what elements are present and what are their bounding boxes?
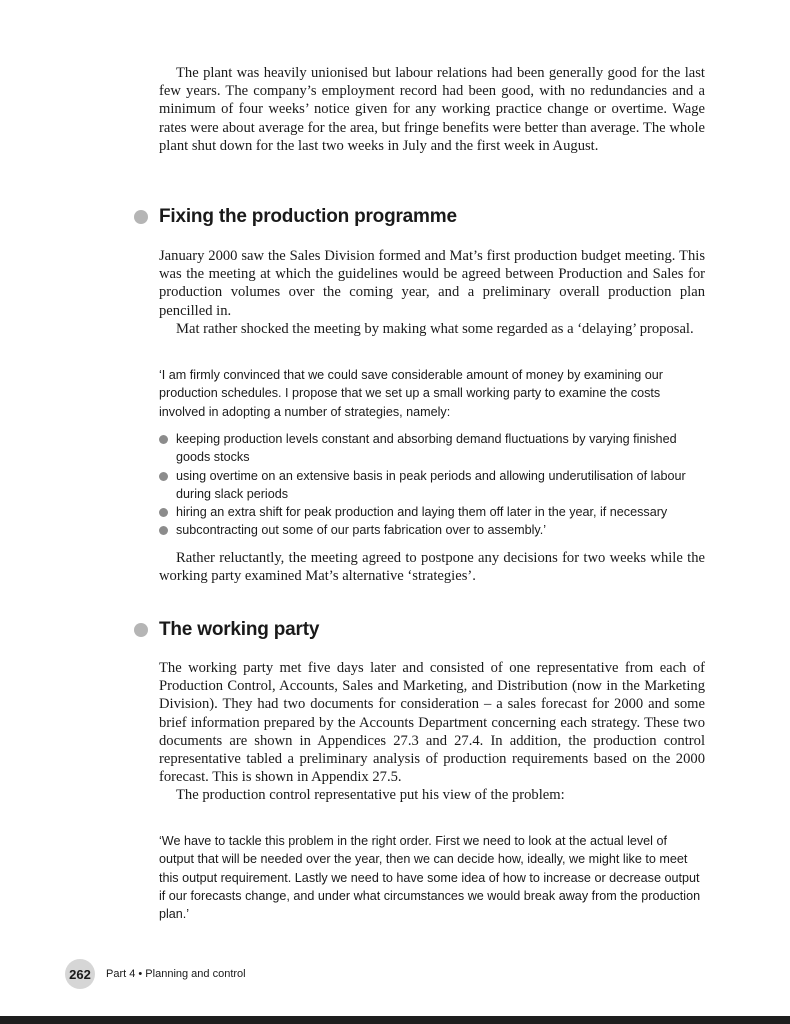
quote-text: ‘We have to tackle this problem in the right order. First we need to look at the actual level of output that will be needed over the year, then we can decide how, ideally, we might like to meet this output requirement. Lastly we need to have some idea of how to increase or decrease output if our forecasts change, and under what circumstances we would break away from the production plan.’ bbox=[159, 834, 701, 922]
intro-paragraph: The plant was heavily unionised but labour relations had been generally good for the last few years. The company’s employment record had been good, with no redundancies and a minimum of four weeks’ notice given for any working practice change or overtime. Wage rates were about average for the area, but fringe benefits were better than average. The whole plant shut down for the last two weeks in July and the first week in August. bbox=[159, 65, 705, 154]
section2-body bbox=[159, 659, 705, 805]
list-item: hiring an extra shift for peak production and laying them off later in the year, if necessary bbox=[159, 503, 709, 521]
section2-paragraph-1: The working party met five days later and consisted of one representative from each of Production Control, Accounts, Sales and Marketing, and Distribution (now in the Marketing Division). They had two documents for consideration – a sales forecast for 2000 and some brief information prepared by the Accounts Department concerning each strategy. These two documents are shown in Appendices 27.3 and 27.4. In addition, the production control representative tabled a preliminary analysis of production requirements based on the 2000 forecast. This is shown in Appendix 27.5. bbox=[159, 660, 705, 786]
bullet-icon bbox=[159, 508, 168, 517]
strategy-list bbox=[159, 430, 709, 540]
section2-paragraph-2: The production control representative put his view of the problem: bbox=[176, 787, 565, 804]
quote-text: ‘I am firmly convinced that we could save considerable amount of money by examining our production schedules. I propose that we set up a small working party to examine the costs involved in adopting a number of strategies, namely: bbox=[159, 368, 664, 419]
section1-paragraph-2: Mat rather shocked the meeting by making what some regarded as a ‘delaying’ proposal. bbox=[176, 320, 694, 337]
list-item: subcontracting out some of our parts fabrication over to assembly.’ bbox=[159, 521, 709, 539]
bullet-icon bbox=[159, 526, 168, 535]
section-heading-production-programme bbox=[134, 204, 457, 230]
page-footer bbox=[65, 959, 246, 989]
heading-bullet-icon bbox=[134, 623, 148, 637]
list-item: keeping production levels constant and absorbing demand fluctuations by varying finished goods stocks bbox=[159, 430, 709, 467]
bottom-bar bbox=[0, 1016, 790, 1024]
proposal-quote bbox=[159, 366, 705, 421]
section1-body bbox=[159, 247, 705, 338]
section-title: Fixing the production programme bbox=[159, 206, 457, 227]
page-number: 262 bbox=[65, 959, 95, 989]
section-title: The working party bbox=[159, 619, 320, 640]
section1-paragraph-1: January 2000 saw the Sales Division formed and Mat’s first production budget meeting. This was the meeting at which the guidelines would be agreed between Production and Sales for production volumes over the coming year, and a preliminary overall production plan pencilled in. bbox=[159, 248, 705, 319]
section-heading-working-party bbox=[134, 617, 319, 643]
production-control-quote bbox=[159, 832, 705, 923]
list-item: using overtime on an extensive basis in peak periods and allowing underutilisation of labour during slack periods bbox=[159, 467, 709, 504]
intro-block bbox=[159, 64, 705, 155]
section1-closing bbox=[159, 549, 705, 585]
bullet-icon bbox=[159, 435, 168, 444]
running-title: Part 4 • Planning and control bbox=[106, 968, 246, 980]
heading-bullet-icon bbox=[134, 210, 148, 224]
bullet-icon bbox=[159, 472, 168, 481]
section1-paragraph-3: Rather reluctantly, the meeting agreed to postpone any decisions for two weeks while the working party examined Mat’s alternative ‘strategies’. bbox=[159, 550, 705, 585]
